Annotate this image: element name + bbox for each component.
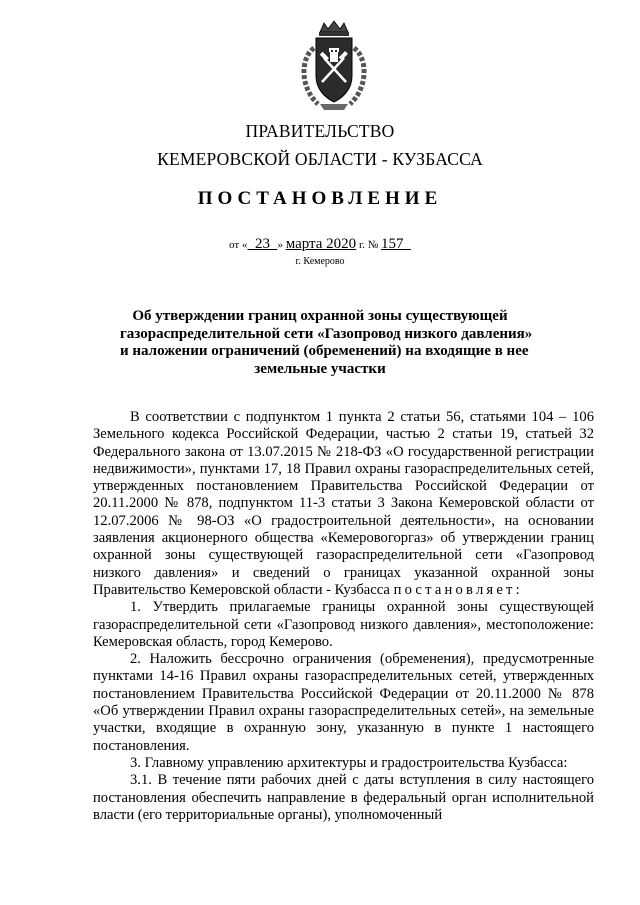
number-label: №	[367, 239, 379, 251]
date-month-year: марта 2020	[285, 236, 357, 252]
title-line-3: и наложении ограничений (обременений) на входящие в нее	[120, 343, 529, 359]
decree-heading: ПОСТАНОВЛЕНИЕ	[197, 188, 443, 209]
intro-paragraph: В соответствии с подпунктом 1 пункта 2 статьи 56, статьями 104 – 106 Земельного кодекса Российской Федерации, частью 2 статьи 19, статьей 32 Федерального закона от 13.07.2015 № 218-ФЗ «О государственной регистрации недвижимости», пунктами 17, 18 Правил охраны газораспределительных сетей, утвержденных постановлением Правительства Российской Федерации от 20.11.2000 № 878, подпунктом 11-3 статьи 3 Закона Кемеровской области от 12.07.2006 № 98-ОЗ «О градостроительной деятельности», на основании заявления акционерного общества «Кемеровогоргаз» об утверждении границ охранной зоны существующей газораспределительной сети «Газопровод низкого давления» и сведений о границах указанной охранной зоны Правительство Кемеровской области - Кузбасса постановляет:	[93, 409, 594, 598]
date-mid: »	[277, 239, 283, 251]
date-prefix: от «	[229, 239, 248, 251]
city-name: г. Кемерово	[295, 256, 345, 267]
decree-dateline	[0, 236, 640, 253]
title-line-1: Об утверждении границ охранной зоны существующей	[132, 308, 508, 324]
paragraph-2: 2. Наложить бессрочно ограничения (обременения), предусмотренные пунктами 14-16 Правил охраны газораспределительных сетей, утвержденных постановлением Правительства Российской Федерации от 20.11.2000 № 878 «Об утверждении Правил охраны газораспределительных сетей», на земельные участки, входящие в охранную зону, указанную в пункте 1 настоящего постановления.	[93, 651, 594, 754]
decree-number: 157	[380, 236, 404, 252]
date-year-suffix: г.	[358, 239, 365, 251]
date-day: 23	[254, 236, 270, 252]
title-line-2: газораспределительной сети «Газопровод низкого давления»	[120, 325, 533, 342]
decree-title	[120, 308, 533, 378]
paragraph-1: 1. Утвердить прилагаемые границы охранной зоны существующей газораспределительной сети «Газопровод низкого давления», местоположение: Кемеровская область, город Кемерово.	[93, 599, 594, 650]
title-line-4: земельные участки	[254, 360, 386, 377]
paragraph-3-1: 3.1. В течение пяти рабочих дней с даты вступления в силу настоящего постановления обеспечить направление в федеральный орган исполнительной власти (его территориальные органы), уполномоченный	[93, 772, 594, 823]
resolves-word: постановляет:	[393, 581, 523, 598]
government-line-1: ПРАВИТЕЛЬСТВО	[245, 121, 395, 141]
coat-of-arms-emblem	[294, 18, 374, 114]
decree-body	[93, 409, 594, 824]
paragraph-3: 3. Главному управлению архитектуры и градостроительства Кузбасса:	[130, 754, 568, 771]
government-line-2: КЕМЕРОВСКОЙ ОБЛАСТИ - КУЗБАССА	[157, 149, 483, 169]
